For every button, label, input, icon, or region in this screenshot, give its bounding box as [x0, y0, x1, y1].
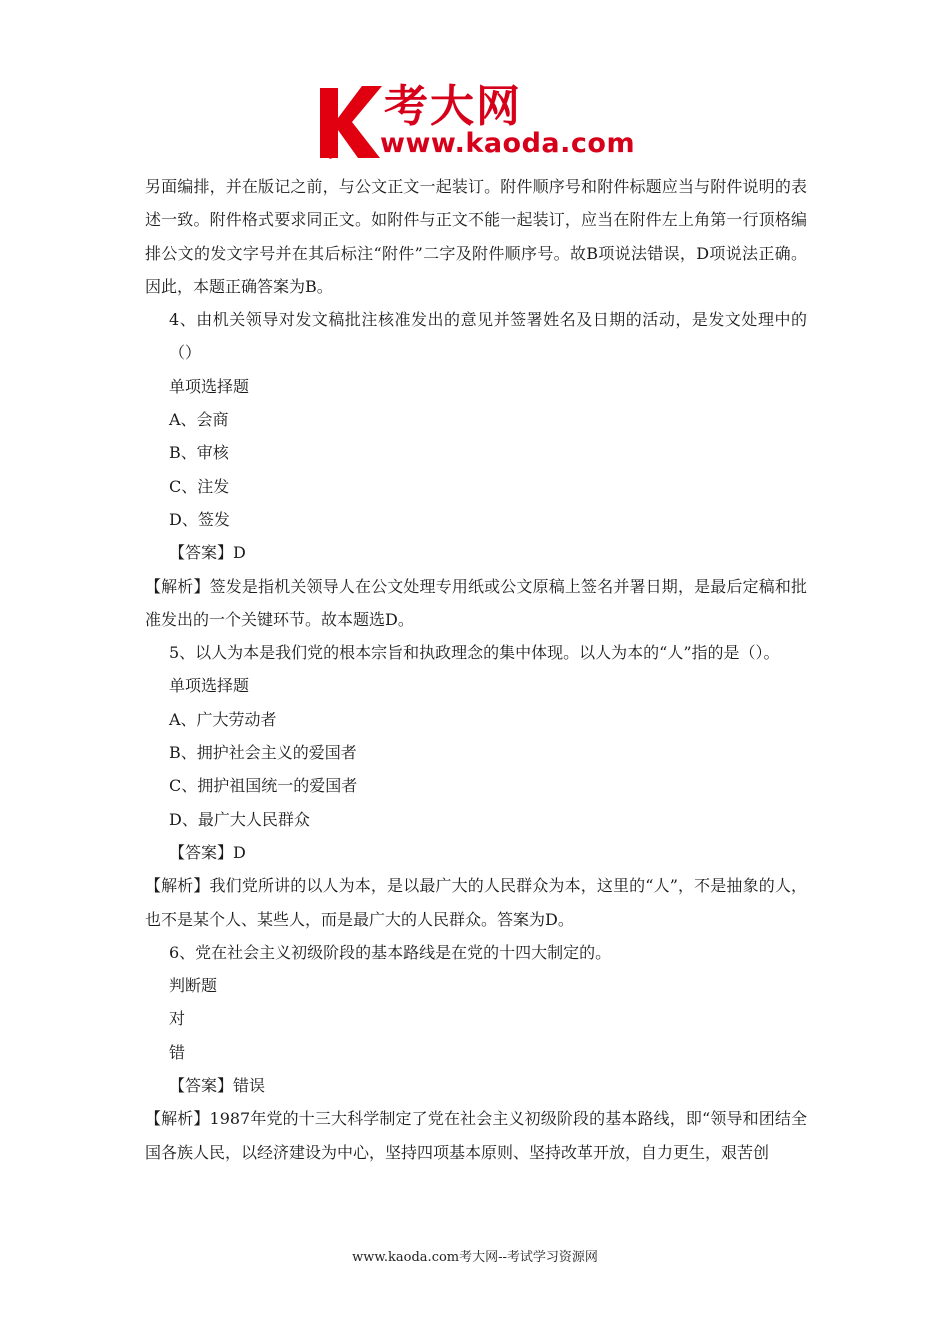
question-type: 单项选择题: [169, 676, 250, 696]
option-true: 对: [169, 1009, 186, 1029]
document-body: [145, 170, 807, 1169]
question-4: 4、由机关领导对发文稿批注核准发出的意见并签署姓名及日期的活动，是发文处理中的（）: [169, 310, 807, 363]
logo-k-icon: [318, 80, 386, 160]
option-b: B、审核: [169, 443, 229, 463]
question-type: 判断题: [169, 976, 218, 996]
option-d: D、最广大人民群众: [169, 809, 310, 829]
logo-url-text: www.kaoda.com: [380, 128, 636, 159]
answer: 【答案】D: [169, 543, 246, 563]
option-c: C、拥护祖国统一的爱国者: [169, 776, 358, 796]
option-a: A、广大劳动者: [169, 709, 277, 729]
question-6: 6、党在社会主义初级阶段的基本路线是在党的十四大制定的。: [169, 942, 612, 962]
kaoda-logo: [318, 80, 638, 160]
page-footer: www.kaoda.com考大网--考试学习资源网: [352, 1250, 598, 1265]
analysis: 【解析】1987年党的十三大科学制定了党在社会主义初级阶段的基本路线，即“领导和团结全国各族人民，以经济建设为中心，坚持四项基本原则、坚持改革开放，自力更生，艰苦创: [145, 1109, 807, 1162]
option-b: B、拥护社会主义的爱国者: [169, 743, 357, 763]
paragraph-continuation: 另面编排，并在版记之前，与公文正文一起装订。附件顺序号和附件标题应当与附件说明的表述一致。附件格式要求同正文。如附件与正文不能一起装订，应当在附件左上角第一行顶格编排公文的发文字号并在其后标注“附件”二字及附件顺序号。故B项说法错误，D项说法正确。因此，本题正确答案为B。: [145, 177, 807, 296]
option-d: D、签发: [169, 509, 230, 529]
analysis: 【解析】我们党所讲的以人为本，是以最广大的人民群众为本，这里的“人”，不是抽象的人，也不是某个人、某些人，而是最广大的人民群众。答案为D。: [145, 876, 807, 929]
option-false: 错: [169, 1042, 186, 1062]
answer: 【答案】错误: [169, 1076, 266, 1096]
option-c: C、注发: [169, 476, 230, 496]
analysis: 【解析】签发是指机关领导人在公文处理专用纸或公文原稿上签名并署日期，是最后定稿和批准发出的一个关键环节。故本题选D。: [145, 576, 807, 629]
question-5: 5、以人为本是我们党的根本宗旨和执政理念的集中体现。以人为本的“人”指的是（）。: [169, 643, 780, 663]
answer: 【答案】D: [169, 842, 246, 862]
option-a: A、会商: [169, 410, 229, 430]
logo-brand-text: 考大网: [384, 81, 522, 132]
question-type: 单项选择题: [169, 376, 250, 396]
